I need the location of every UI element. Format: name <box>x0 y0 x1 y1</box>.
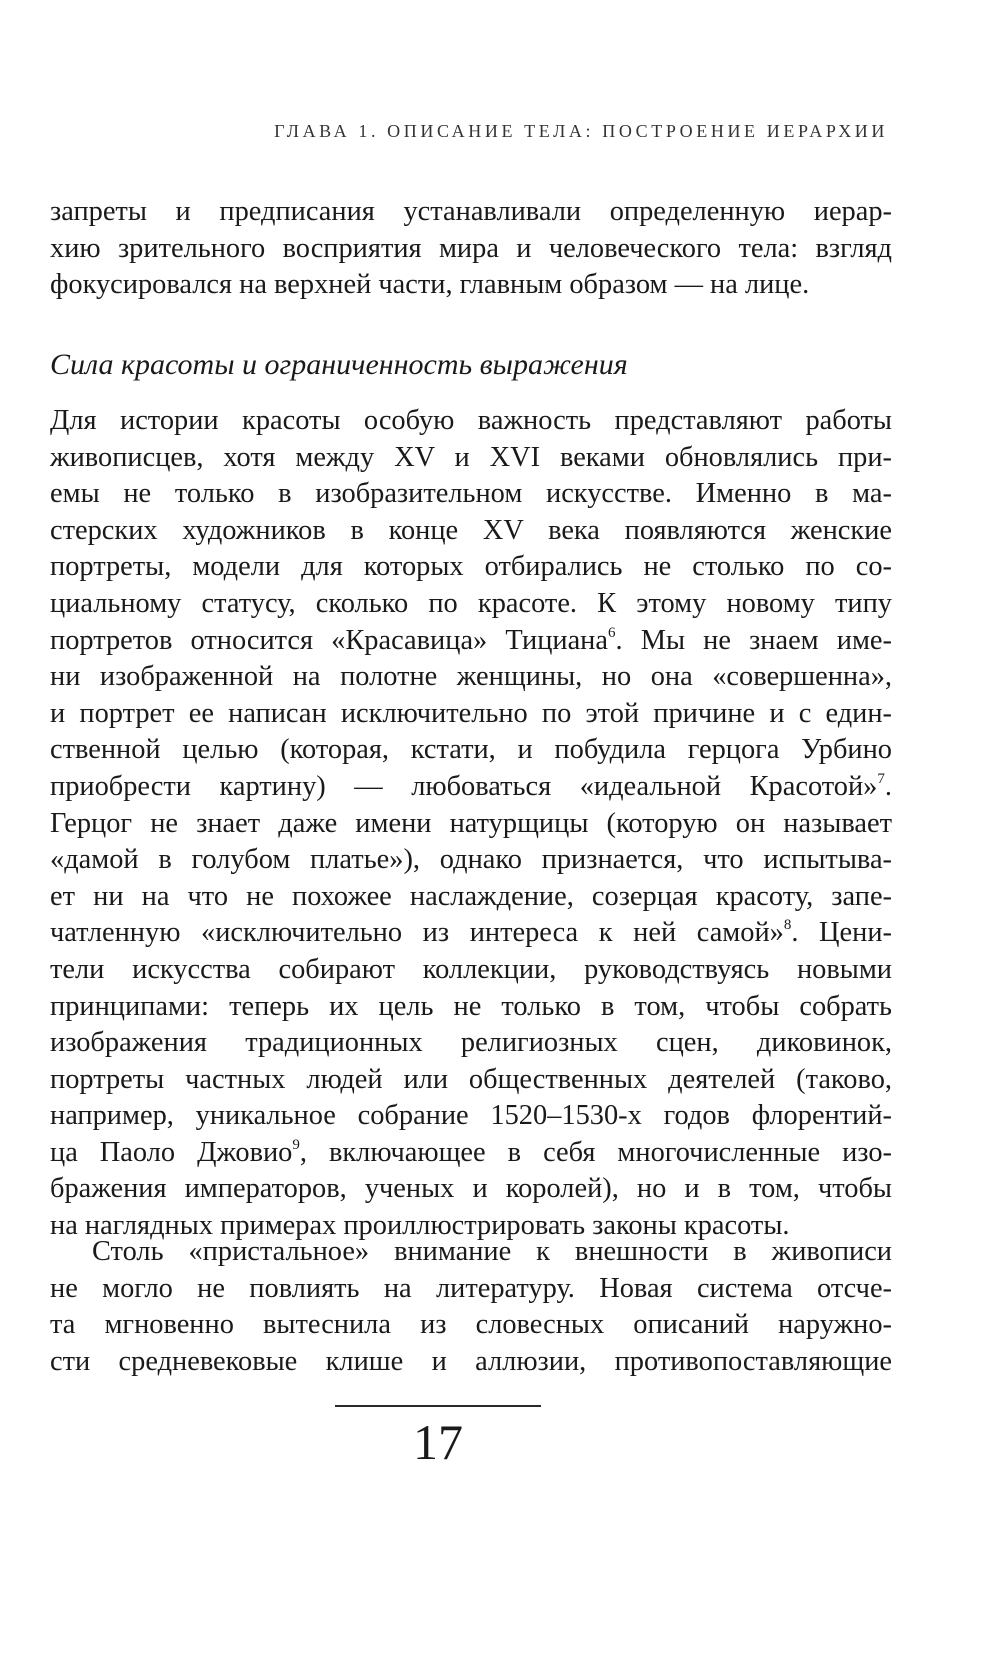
text-line: сти средневековые клише и аллюзии, противопоставляющие <box>50 1345 892 1377</box>
text-line: стерских художников в конце XV века появляются женские <box>50 514 892 546</box>
text-line: та мгновенно вытеснила из словесных описаний наружно- <box>50 1309 892 1341</box>
text-line: живописцев, хотя между XV и XVI веками обновлялись при- <box>50 441 892 473</box>
text-line: емы не только в изобразительном искусстве. Именно в ма- <box>50 478 892 510</box>
paragraph-literature <box>50 1234 892 1380</box>
text-line: принципами: теперь их цель не только в том, чтобы собрать <box>50 990 892 1022</box>
text-line: портреты частных людей или общественных деятелей (таково, <box>50 1063 892 1095</box>
paragraph-continuation <box>50 194 892 304</box>
text-line: ет ни на что не похожее наслаждение, созерцая красоту, запе- <box>50 880 892 912</box>
text-line: портретов относится «Красавица» Тициана$^6$. Мы не знаем име- <box>50 624 892 656</box>
text-line: хию зрительного восприятия мира и человеческого тела: взгляд <box>50 232 892 264</box>
text-line: например, уникальное собрание 1520–1530-х годов флорентий- <box>50 1100 892 1132</box>
text-line: Столь «пристальное» внимание к внешности в живописи <box>92 1236 892 1267</box>
paragraph-beauty-painters <box>50 403 892 1245</box>
text-line: «дамой в голубом платье»), однако признается, что испытыва- <box>50 844 892 876</box>
section-heading: Сила красоты и ограниченность выражения <box>50 348 628 381</box>
text-line: портреты, модели для которых отбирались не столько по со- <box>50 551 892 583</box>
text-line: циальному статусу, сколько по красоте. К этому новому типу <box>50 587 892 619</box>
running-head: ГЛАВА 1. ОПИСАНИЕ ТЕЛА: ПОСТРОЕНИЕ ИЕРАРХИИ <box>274 121 888 141</box>
footnote-marker: 9 <box>292 1136 300 1153</box>
text-line: Герцог не знает даже имени натурщицы (которую он называет <box>50 807 892 839</box>
footnote-marker: 7 <box>877 770 885 787</box>
text-line: изображения традиционных религиозных сцен, диковинок, <box>50 1027 892 1059</box>
text-line: тели искусства собирают коллекции, руководствуясь новыми <box>50 953 892 985</box>
page-number: 17 <box>413 1414 463 1470</box>
text-line: и портрет ее написан исключительно по этой причине и с един- <box>50 697 892 729</box>
text-line: на наглядных примерах проиллюстрировать законы красоты. <box>50 1210 790 1242</box>
text-line: приобрести картину) — любоваться «идеальной Красотой»$^7$. <box>50 770 892 802</box>
text-line: ни изображенной на полотне женщины, но она «совершенна», <box>50 661 892 693</box>
text-line: бражения императоров, ученых и королей), но и в том, чтобы <box>50 1173 892 1205</box>
footnote-marker: 6 <box>607 624 616 641</box>
text-line: не могло не повлиять на литературу. Новая система отсче- <box>50 1272 892 1304</box>
text-line: ца Паоло Джовио$^9$, включающее в себя многочисленные изо- <box>50 1136 892 1168</box>
footnote-marker: 8 <box>783 917 792 934</box>
text-line: Для истории красоты особую важность представляют работы <box>50 405 892 436</box>
page-number-rule <box>335 1405 541 1407</box>
text-line: фокусировался на верхней части, главным образом — на лице. <box>50 269 810 301</box>
text-line: запреты и предписания устанавливали определенную иерар- <box>50 196 892 227</box>
text-line: ственной целью (которая, кстати, и побудила герцога Урбино <box>50 734 892 766</box>
text-line: чатленную «исключительно из интереса к ней самой»$^8$. Цени- <box>50 917 892 949</box>
